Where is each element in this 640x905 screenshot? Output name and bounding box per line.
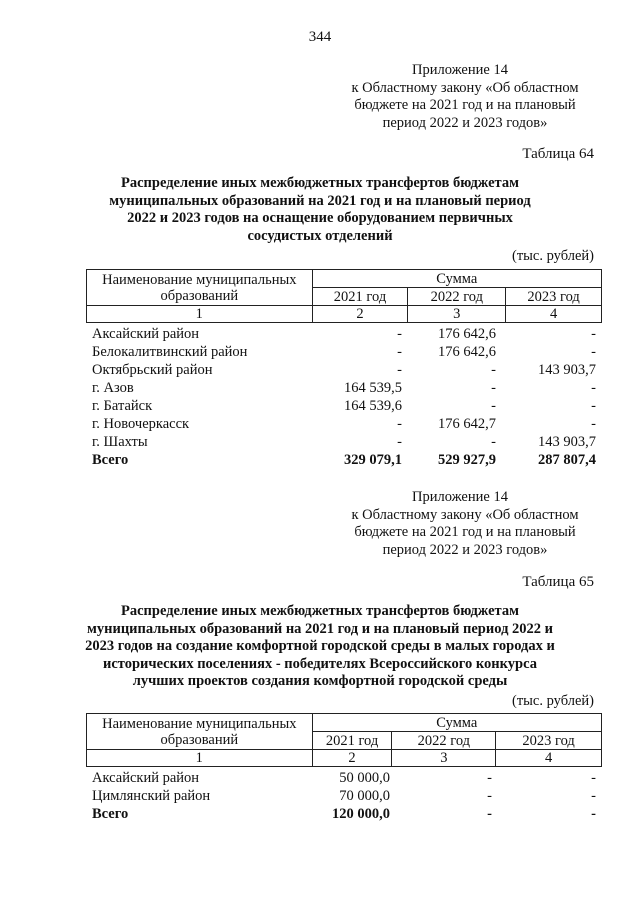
municipality-name: Цимлянский район [92,788,211,804]
value-2021: - [397,326,402,342]
law-line: бюджете на 2021 год и на плановый [354,524,576,540]
municipality-name: г. Шахты [92,434,148,450]
value-2023: 143 903,7 [538,434,596,450]
appendix-title: Приложение 14 [412,489,508,505]
column-number: 2 [312,306,408,323]
table-label: Таблица 64 [522,146,594,162]
year-header: 2023 год [496,732,602,750]
table-body-64 [92,325,596,469]
table-heading [40,175,600,245]
value-2023: - [591,398,596,414]
column-number: 3 [408,306,506,323]
year-header: 2022 год [408,288,506,306]
table-header-65 [86,713,602,767]
appendix-block-65 [340,489,590,559]
value-2022: - [491,434,496,450]
law-line: бюджете на 2021 год и на плановый [354,97,576,113]
municipality-name: г. Новочеркасск [92,416,190,432]
column-number: 3 [392,750,496,767]
total-2022: - [487,806,492,822]
table-heading [40,603,600,691]
value-2023: - [591,380,596,396]
law-line: к Областному закону «Об областном [351,79,579,96]
municipality-name: Белокалитвинский район [92,344,248,360]
table-header-64 [86,269,602,323]
heading-line: муниципальных образований на 2021 год и на плановый период [109,192,531,209]
column-number: 2 [312,750,392,767]
column-number: 1 [87,750,313,767]
value-2021: - [397,344,402,360]
heading-line: 2022 и 2023 годов на оснащение оборудованием первичных [127,210,513,226]
value-2023: - [591,416,596,432]
value-2021: 70 000,0 [339,788,390,804]
value-2023: 143 903,7 [538,362,596,378]
table-row [92,361,596,379]
value-2022: 176 642,6 [438,344,496,360]
total-label: Всего [92,806,129,822]
name-column-header: Наименование муниципальных образований [87,270,313,306]
heading-line: муниципальных образований на 2021 год и на плановый период 2022 и [86,620,554,637]
value-2021: - [397,416,402,432]
table-row [92,433,596,451]
municipality-name: Октябрьский район [92,362,213,378]
units-label: (тыс. рублей) [512,248,594,264]
table-label: Таблица 65 [522,574,594,590]
value-2021: 164 539,5 [344,380,402,396]
value-2022: 176 642,7 [438,416,496,432]
name-column-header: Наименование муниципальных образований [87,714,313,750]
table-row [92,415,596,433]
table-row [92,769,596,787]
appendix-title: Приложение 14 [412,62,508,78]
year-header: 2022 год [392,732,496,750]
municipality-name: г. Азов [92,380,134,396]
total-2022: 529 927,9 [438,452,496,468]
sum-header: Сумма [312,270,601,288]
year-header: 2021 год [312,732,392,750]
municipality-name: г. Батайск [92,398,153,414]
law-line: период 2022 и 2023 годов» [382,114,548,131]
sum-header: Сумма [312,714,601,732]
total-2021: 329 079,1 [344,452,402,468]
value-2021: - [397,434,402,450]
heading-line: лучших проектов создания комфортной городской среды [132,673,508,689]
total-label: Всего [92,452,129,468]
value-2023: - [591,344,596,360]
municipality-name: Аксайский район [92,326,200,342]
column-number: 4 [506,306,602,323]
table-row [92,343,596,361]
total-2023: 287 807,4 [538,452,596,468]
value-2022: - [491,398,496,414]
appendix-block-64 [340,62,590,132]
law-line: период 2022 и 2023 годов» [382,541,548,558]
table-body-65 [92,769,596,823]
value-2023: - [591,770,596,786]
column-number: 1 [87,306,313,323]
value-2023: - [591,326,596,342]
value-2023: - [591,788,596,804]
municipality-name: Аксайский район [92,770,200,786]
value-2022: - [491,362,496,378]
heading-line: Распределение иных межбюджетных трансфертов бюджетам [121,603,519,619]
heading-line: сосудистых отделений [247,227,393,244]
table-row [92,325,596,343]
heading-line: Распределение иных межбюджетных трансфертов бюджетам [121,175,519,191]
value-2022: 176 642,6 [438,326,496,342]
value-2022: - [487,770,492,786]
year-header: 2021 год [312,288,408,306]
table-row [92,787,596,805]
value-2021: 50 000,0 [339,770,390,786]
column-number: 4 [496,750,602,767]
year-header: 2023 год [506,288,602,306]
value-2021: - [397,362,402,378]
page-number: 344 [308,29,332,45]
value-2022: - [491,380,496,396]
units-label: (тыс. рублей) [512,693,594,709]
table-row [92,379,596,397]
total-row [92,805,596,823]
heading-line: 2023 годов на создание комфортной городской среды в малых городах и [85,638,555,654]
value-2022: - [487,788,492,804]
total-2023: - [591,806,596,822]
total-row [92,451,596,469]
heading-line: исторических поселениях - победителях Всероссийского конкурса [103,655,537,672]
value-2021: 164 539,6 [344,398,402,414]
total-2021: 120 000,0 [332,806,390,822]
table-row [92,397,596,415]
law-line: к Областному закону «Об областном [351,506,579,523]
